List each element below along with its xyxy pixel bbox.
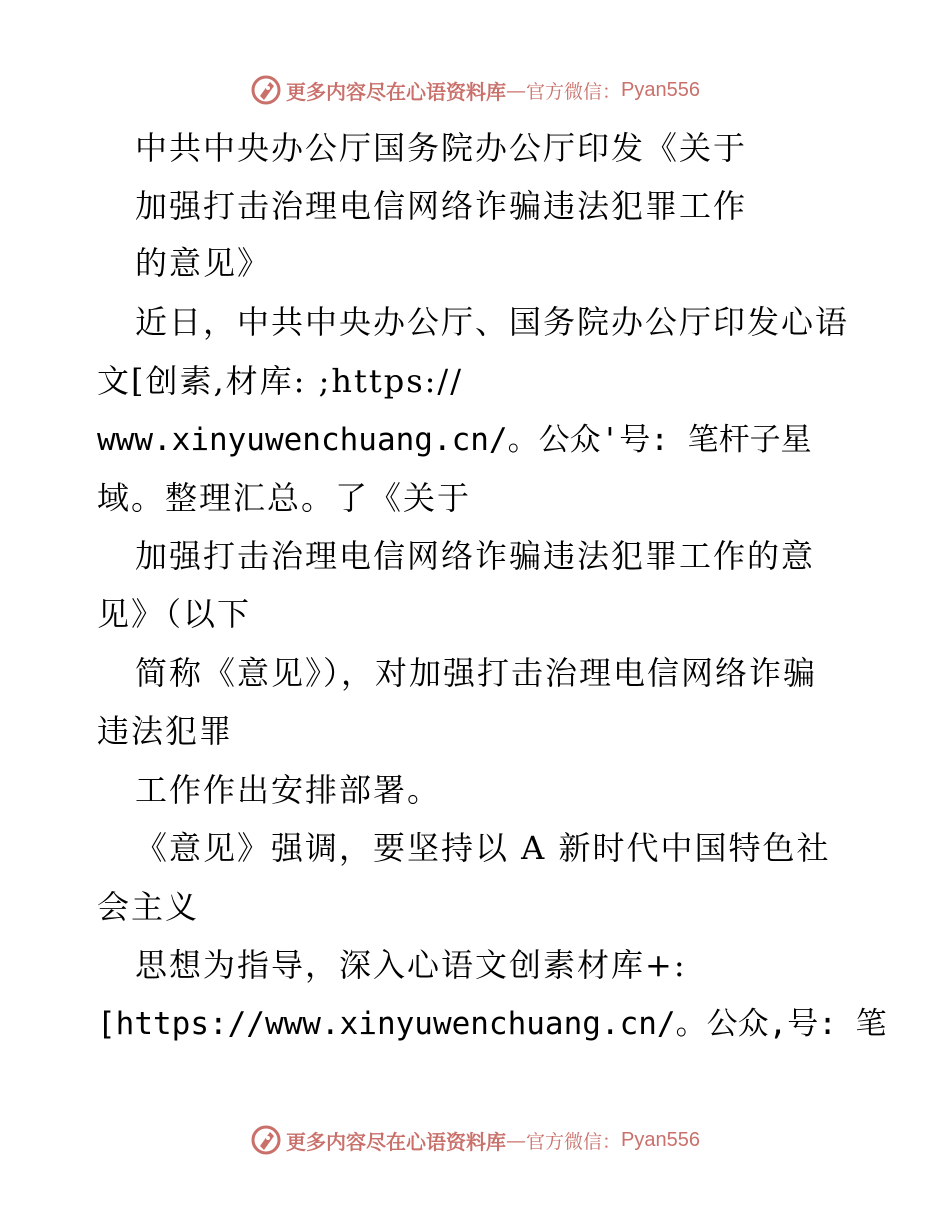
- banner-label: 官方微信：: [526, 1130, 622, 1153]
- banner-label: 官方微信：: [526, 80, 622, 103]
- paragraph-line: 域。整理汇总。了《关于: [97, 479, 472, 517]
- paragraph-line: 近日，中共中央办公厅、国务院办公厅印发心语: [135, 303, 850, 341]
- paragraph-line: 违法犯罪: [97, 712, 234, 750]
- paragraph-line: 文[创素,材库: ;https://: [97, 362, 463, 400]
- paragraph-line: www.xinyuwenchuang.cn/。公众'号: 笔杆子星: [97, 422, 812, 458]
- paragraph-line: 工作作出安排部署。: [135, 771, 442, 809]
- banner-text: 更多内容尽在心语资料库: [286, 79, 506, 104]
- title-line-1: 中共中央办公厅国务院办公厅印发《关于: [135, 129, 748, 167]
- paragraph-line: [https://www.xinyuwenchuang.cn/。公众,号: 笔: [97, 1006, 887, 1042]
- pen-nib-logo-icon: [250, 74, 282, 106]
- header-watermark-banner: [0, 70, 950, 110]
- paragraph-line: 简称《意见》），对加强打击治理电信网络诈骗: [135, 654, 818, 692]
- banner-text: 更多内容尽在心语资料库: [286, 1129, 506, 1154]
- banner-dash: —: [506, 78, 526, 102]
- paragraph-line: 会主义: [97, 888, 200, 926]
- banner-wechat-id: Pyan556: [621, 78, 700, 101]
- paragraph-line: 思想为指导，深入心语文创素材库+:: [135, 946, 687, 984]
- paragraph-line: 《意见》强调，要坚持以 A 新时代中国特色社: [135, 829, 831, 867]
- pen-nib-logo-icon: [250, 1124, 282, 1156]
- title-line-2: 加强打击治理电信网络诈骗违法犯罪工作: [135, 187, 748, 225]
- banner-wechat-id: Pyan556: [621, 1128, 700, 1151]
- banner-dash: —: [506, 1128, 526, 1152]
- paragraph-line: 见》（以下: [97, 595, 252, 633]
- paragraph-line: 加强打击治理电信网络诈骗违法犯罪工作的意: [135, 537, 816, 575]
- title-line-3: 的意见》: [135, 244, 272, 282]
- footer-watermark-banner: [0, 1120, 950, 1160]
